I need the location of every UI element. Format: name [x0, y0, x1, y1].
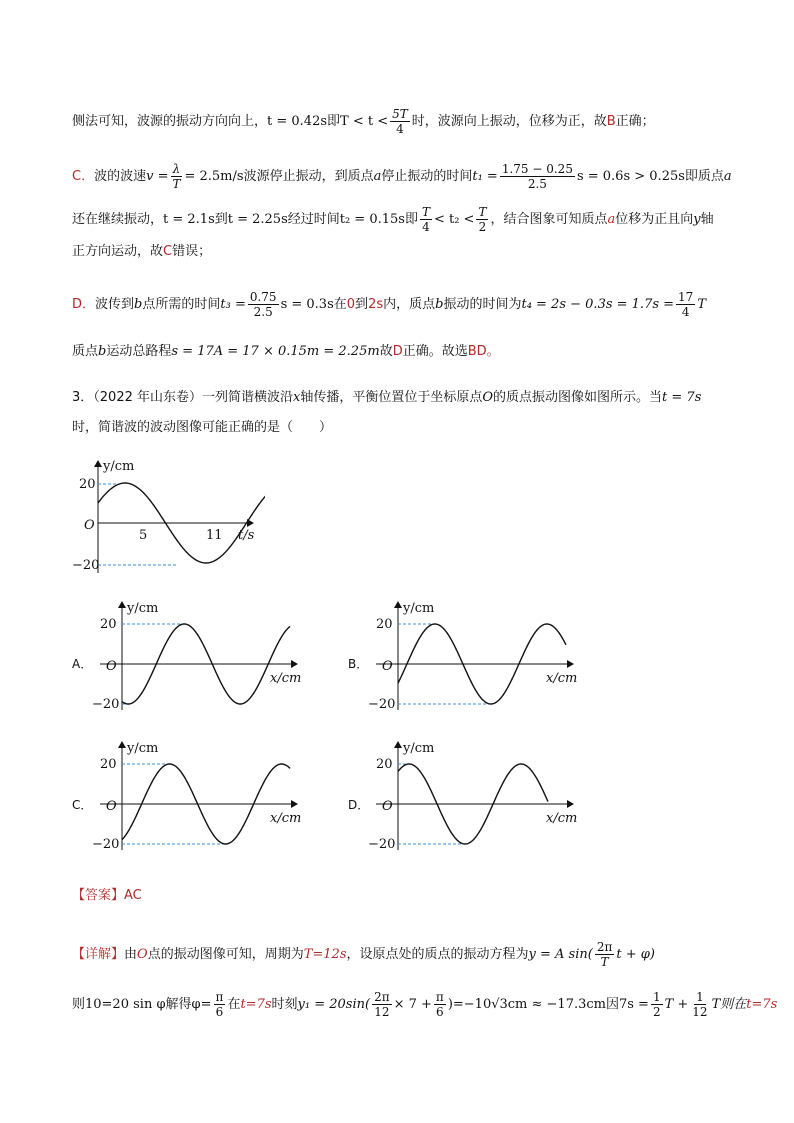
question-3-line-1: 3．（2022 年山东卷）一列简谐横波沿x轴传播，平衡位置位于坐标原点O的质点振动图像如图所示。当t = 7s	[72, 390, 702, 405]
y-neg-label: −20	[368, 837, 396, 852]
y-neg-label: −20	[368, 697, 396, 712]
y-label: y/cm	[103, 459, 135, 474]
solution-d-line-1: D．波传到b点所需的时间t₃ = $\frac{0.75}{2.5}$ s = 0.3s在0到2s内，质点b振动的时间为t₄ = 2s − 0.3s = 1.7s = $\frac{17}{4}$ T	[72, 290, 706, 319]
answer-line: 【答案】AC	[72, 888, 142, 903]
detail-line-2: 则10=20 sin φ解得φ= $\frac{\pi}{6}$ 在t=7s时刻y₁ = 20sin( $\frac{2\pi}{12}$ × 7 + $\frac{\pi}{6}$ )=−10√3cm ≈ −17.3cm因7s = $\frac{1}{2}$ T + $\frac{1}{12}$ T则在t=7s	[72, 990, 778, 1019]
y-label: y/cm	[127, 601, 159, 616]
solution-c-line-3: 正方向运动，故C错误；	[72, 244, 212, 259]
solution-c-line-1: C．波的波速v = $\frac{\lambda}{T}$ = 2.5m/s波源停止振动，到质点a停止振动的时间t₁ = $\frac{1.75 - 0.25}{2.5}$ s = 0.6s > 0.25s即质点a	[72, 162, 732, 191]
vibration-graph	[65, 455, 265, 580]
detail-line-1: 【详解】由O点的振动图像可知，周期为T=12s，设原点处的质点的振动方程为y = A sin( $\frac{2\pi}{T}$ t + φ)	[72, 940, 655, 969]
x-label: x/cm	[546, 671, 578, 686]
solution-c-line-2: 还在继续振动，t = 2.1s到t = 2.25s经过时间t₂ = 0.15s即 $\frac{T}{4}$ < t₂ < $\frac{T}{2}$ ，结合图象可知质点a位移为正且向y轴	[72, 205, 714, 234]
y-pos-label: 20	[376, 757, 393, 772]
y-pos-label: 20	[79, 477, 96, 492]
question-3-line-2: 时，简谐波的波动图像可能正确的是（ ）	[72, 420, 333, 435]
y-label: y/cm	[403, 601, 435, 616]
x-label: x/cm	[270, 671, 302, 686]
tick-11: 11	[206, 528, 223, 543]
x-label: x/cm	[270, 811, 302, 826]
option-a-label[interactable]: A．	[72, 657, 93, 671]
option-c-label[interactable]: C．	[72, 798, 93, 812]
origin-label: O	[382, 799, 393, 814]
origin-label: O	[382, 659, 393, 674]
option-c-graph[interactable]	[92, 738, 307, 856]
origin-label: O	[106, 659, 117, 674]
solution-d-line-2: 质点b运动总路程s = 17A = 17 × 0.15m = 2.25m故D正确。故选BD。	[72, 344, 500, 359]
x-label: t/s	[238, 528, 255, 543]
option-d-label[interactable]: D．	[348, 798, 370, 812]
y-neg-label: −20	[72, 558, 100, 573]
y-label: y/cm	[127, 741, 159, 756]
y-neg-label: −20	[92, 837, 120, 852]
y-pos-label: 20	[100, 757, 117, 772]
option-b-label[interactable]: B．	[348, 657, 369, 671]
y-neg-label: −20	[92, 697, 120, 712]
option-b-graph[interactable]	[368, 598, 583, 716]
option-d-graph[interactable]	[368, 738, 583, 856]
y-pos-label: 20	[376, 617, 393, 632]
origin-label: O	[84, 518, 95, 533]
option-a-graph[interactable]	[92, 598, 307, 716]
x-label: x/cm	[546, 811, 578, 826]
origin-label: O	[106, 799, 117, 814]
solution-line-1: 侧法可知，波源的振动方向向上，t = 0.42s即T < t < $\frac{5T}{4}$ 时，波源向上振动，位移为正，故B正确；	[72, 107, 655, 136]
y-pos-label: 20	[100, 617, 117, 632]
tick-5: 5	[139, 528, 148, 543]
y-label: y/cm	[403, 741, 435, 756]
